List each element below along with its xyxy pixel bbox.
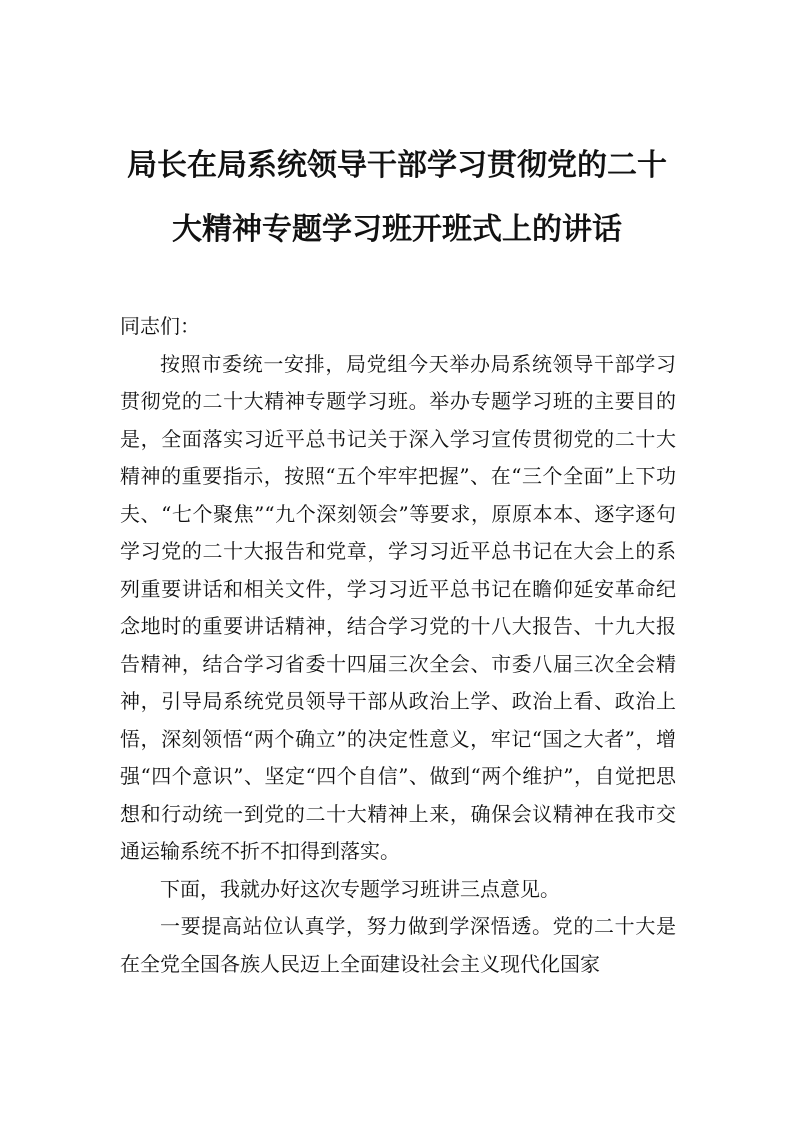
title-line-1: 局长在局系统领导干部学习贯彻党的二十 — [127, 148, 667, 183]
paragraph-1: 按照市委统一安排，局党组今天举办局系统领导干部学习贯彻党的二十大精神专题学习班。举办专题学习班的主要目的是，全面落实习近平总书记关于深入学习宣传贯彻党的二十大精神的重要指示，按照“五个牢牢把握”、在“三个全面”上下功夫、“七个聚焦”“九个深刻领会”等要求，原原本本、逐字逐句学习党的二十大报告和党章，学习习近平总书记在大会上的系列重要讲话和相关文件，学习习近平总书记在瞻仰延安革命纪念地时的重要讲话精神，结合学习党的十八大报告、十九大报告精神，结合学习省委十四届三次全会、市委八届三次全会精神，引导局系统党员领导干部从政治上学、政治上看、政治上悟，深刻领悟“两个确立”的决定性意义，牢记“国之大者”，增强“四个意识”、坚定“四个自信”、做到“两个维护”，自觉把思想和行动统一到党的二十大精神上来，确保会议精神在我市交通运输系统不折不扣得到落实。 — [120, 351, 676, 863]
paragraph-2: 下面，我就办好这次专题学习班讲三点意见。 — [160, 876, 560, 901]
title-line-2: 大精神专题学习班开班式上的讲话 — [172, 212, 622, 247]
salutation: 同志们： — [120, 314, 200, 338]
paragraph-3: 一要提高站位认真学，努力做到学深悟透。党的二十大是在全党全国各族人民迈上全面建设社会主义现代化国家 — [120, 914, 676, 976]
document-body — [120, 308, 676, 983]
document-title — [100, 134, 694, 262]
